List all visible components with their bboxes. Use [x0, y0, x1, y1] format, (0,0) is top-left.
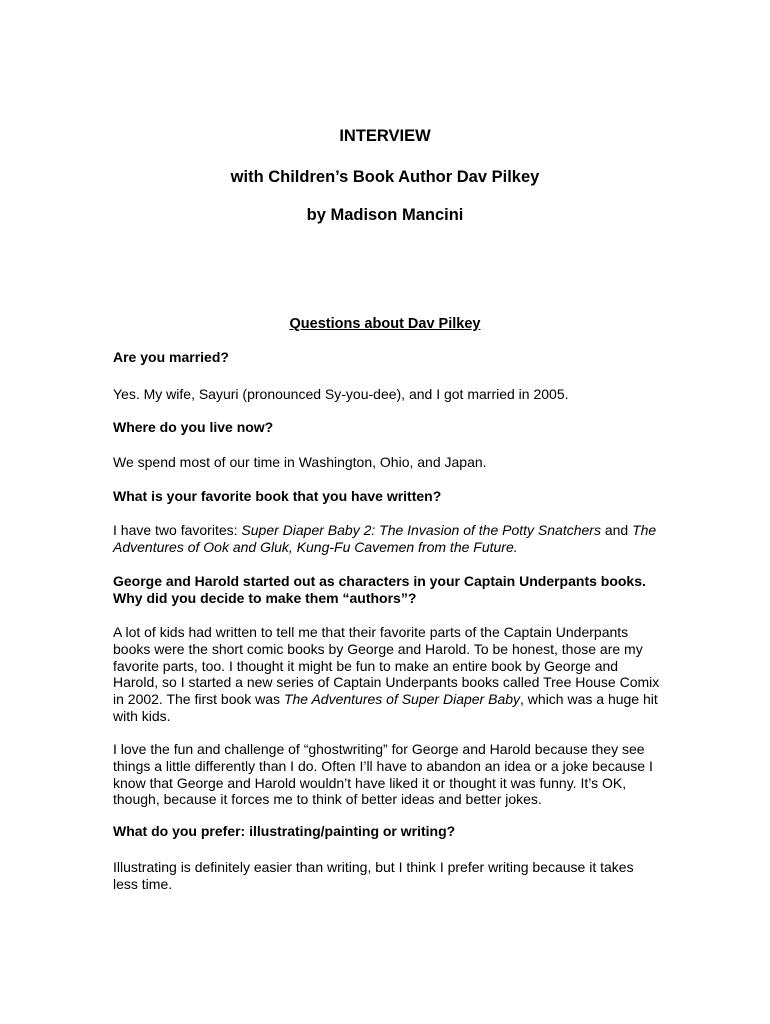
document-subtitle: with Children’s Book Author Dav Pilkey — [230, 168, 540, 186]
answer-text: A lot of kids had written to tell me that their favorite parts of the Captain Underpants books were the short comic books by George and Harold. To be honest, those are my favorite parts, too. I thought it might be fun to make an entire book by George and Harold, so I started a new series of Captain Underpants books called Tree House Comix in 2002. The first book was — [113, 624, 660, 708]
answer: We spend most of our time in Washington, Ohio, and Japan. — [113, 454, 487, 470]
answer: Illustrating is definitely easier than writing, but I think I prefer writing because it takes less time. — [113, 859, 634, 892]
question: What do you prefer: illustrating/painting or writing? — [113, 823, 456, 839]
document-title: INTERVIEW — [339, 127, 431, 145]
answer: Yes. My wife, Sayuri (pronounced Sy-you-dee), and I got married in 2005. — [113, 386, 569, 402]
question: George and Harold started out as characters in your Captain Underpants books. Why did you decide to make them “authors”? — [113, 573, 646, 606]
document-byline: by Madison Mancini — [306, 206, 464, 224]
book-title: The Adventures of Ook and Gluk, Kung-Fu Cavemen from the Future. — [113, 522, 657, 555]
answer — [113, 522, 661, 556]
question: Where do you live now? — [113, 419, 274, 435]
section-heading-text: Questions about Dav Pilkey — [289, 316, 481, 332]
answer-text: and — [600, 522, 633, 538]
answer-text: I have two favorites: — [113, 522, 242, 538]
answer: I love the fun and challenge of “ghostwriting” for George and Harold because they see things a little differently than I do. Often I’ll have to abandon an idea or a joke because I know that George and Harold wouldn’t have liked it or thought it was funny. It’s OK, though, because it forces me to think of better ideas and better jokes. — [113, 741, 653, 808]
section-heading — [0, 316, 770, 332]
question: What is your favorite book that you have written? — [113, 488, 442, 504]
question: Are you married? — [113, 349, 229, 365]
book-title: Super Diaper Baby 2: The Invasion of the Potty Snatchers — [241, 522, 601, 538]
answer-text: , which was a huge hit with kids. — [113, 691, 658, 724]
answer — [113, 624, 661, 725]
book-title: The Adventures of Super Diaper Baby — [283, 691, 521, 708]
